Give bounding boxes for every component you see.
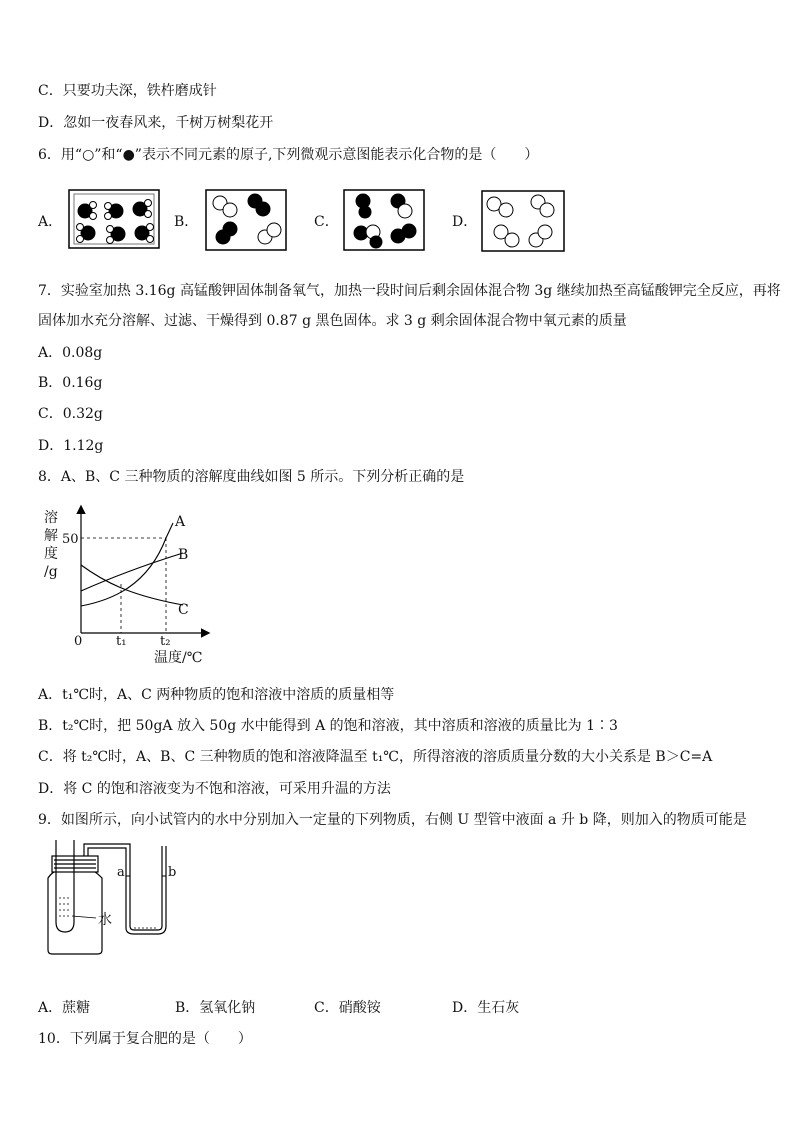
curve-a [81, 523, 173, 606]
q6-figure-c [343, 189, 425, 251]
y-axis-label-3: 度 [44, 546, 58, 562]
q7-option-d: D．1.12g [38, 438, 104, 454]
curve-label-c: C [178, 602, 189, 618]
x-axis-label: 温度/℃ [154, 650, 203, 666]
q6-label-b: B． [174, 214, 199, 230]
x-tick-0: 0 [74, 634, 83, 649]
q6-figure-b [205, 189, 287, 251]
curve-label-b: B [178, 547, 189, 563]
q5-option-d: D．忽如一夜春风来，千树万树梨花开 [38, 115, 274, 131]
q8-option-c: C．将 t₂℃时，A、B、C 三种物质的饱和溶液降温至 t₁℃，所得溶液的溶质质量分数的大小关系是 B＞C=A [38, 749, 713, 765]
label-b: b [168, 865, 177, 880]
q8-option-b: B．t₂℃时，把 50gA 放入 50g 水中能得到 A 的饱和溶液，其中溶质和溶液的质量比为 1∶3 [38, 718, 618, 734]
x-tick-t1: t₁ [116, 634, 127, 649]
q6-label-c: C． [314, 214, 339, 230]
q7-option-c: C．0.32g [38, 406, 103, 422]
y-axis-label-1: 溶 [44, 510, 58, 526]
q6-stem: 6．用“○”和“●”表示不同元素的原子,下列微观示意图能表示化合物的是（ ） [38, 147, 539, 163]
u-tube-apparatus [36, 838, 186, 958]
q9-option-c: C．硝酸铵 [314, 1000, 381, 1016]
solubility-chart [38, 505, 218, 675]
y-axis-label-4: /g [44, 564, 58, 580]
q9-stem: 9．如图所示，向小试管内的水中分别加入一定量的下列物质，右侧 U 型管中液面 a 升 b 降，则加入的物质可能是 [38, 812, 747, 828]
q7-stem-line2: 固体加水充分溶解、过滤、干燥得到 0.87 g 黑色固体。求 3 g 剩余固体混合物中氧元素的质量 [38, 313, 627, 329]
x-tick-t2: t₂ [160, 634, 171, 649]
q7-option-b: B．0.16g [38, 375, 103, 391]
label-a: a [117, 865, 125, 880]
q6-label-d: D． [452, 214, 478, 230]
q7-stem-line1: 7．实验室加热 3.16g 高锰酸钾固体制备氧气，加热一段时间后剩余固体混合物 3g 继续加热至高锰酸钾完全反应，再将 [38, 283, 781, 299]
q6-figure-d [481, 190, 565, 252]
label-water: 水 [98, 912, 112, 928]
y-tick-50: 50 [62, 532, 79, 547]
curve-label-a: A [175, 514, 186, 530]
q8-option-a: A．t₁℃时，A、C 两种物质的饱和溶液中溶质的质量相等 [38, 687, 395, 703]
q6-label-a: A． [38, 214, 63, 230]
q9-option-a: A．蔗糖 [38, 1000, 91, 1016]
q8-option-d: D．将 C 的饱和溶液变为不饱和溶液，可采用升温的方法 [38, 781, 391, 797]
q10-stem: 10．下列属于复合肥的是（ ） [38, 1031, 252, 1047]
q8-stem: 8．A、B、C 三种物质的溶解度曲线如图 5 所示。下列分析正确的是 [38, 469, 465, 485]
q9-option-b: B．氢氧化钠 [175, 1000, 256, 1016]
q7-option-a: A．0.08g [38, 345, 103, 361]
q6-figure-a [68, 189, 160, 249]
y-axis-label-2: 解 [44, 528, 58, 544]
q9-option-d: D．生石灰 [452, 1000, 520, 1016]
q5-option-c: C．只要功夫深，铁杵磨成针 [38, 83, 217, 99]
